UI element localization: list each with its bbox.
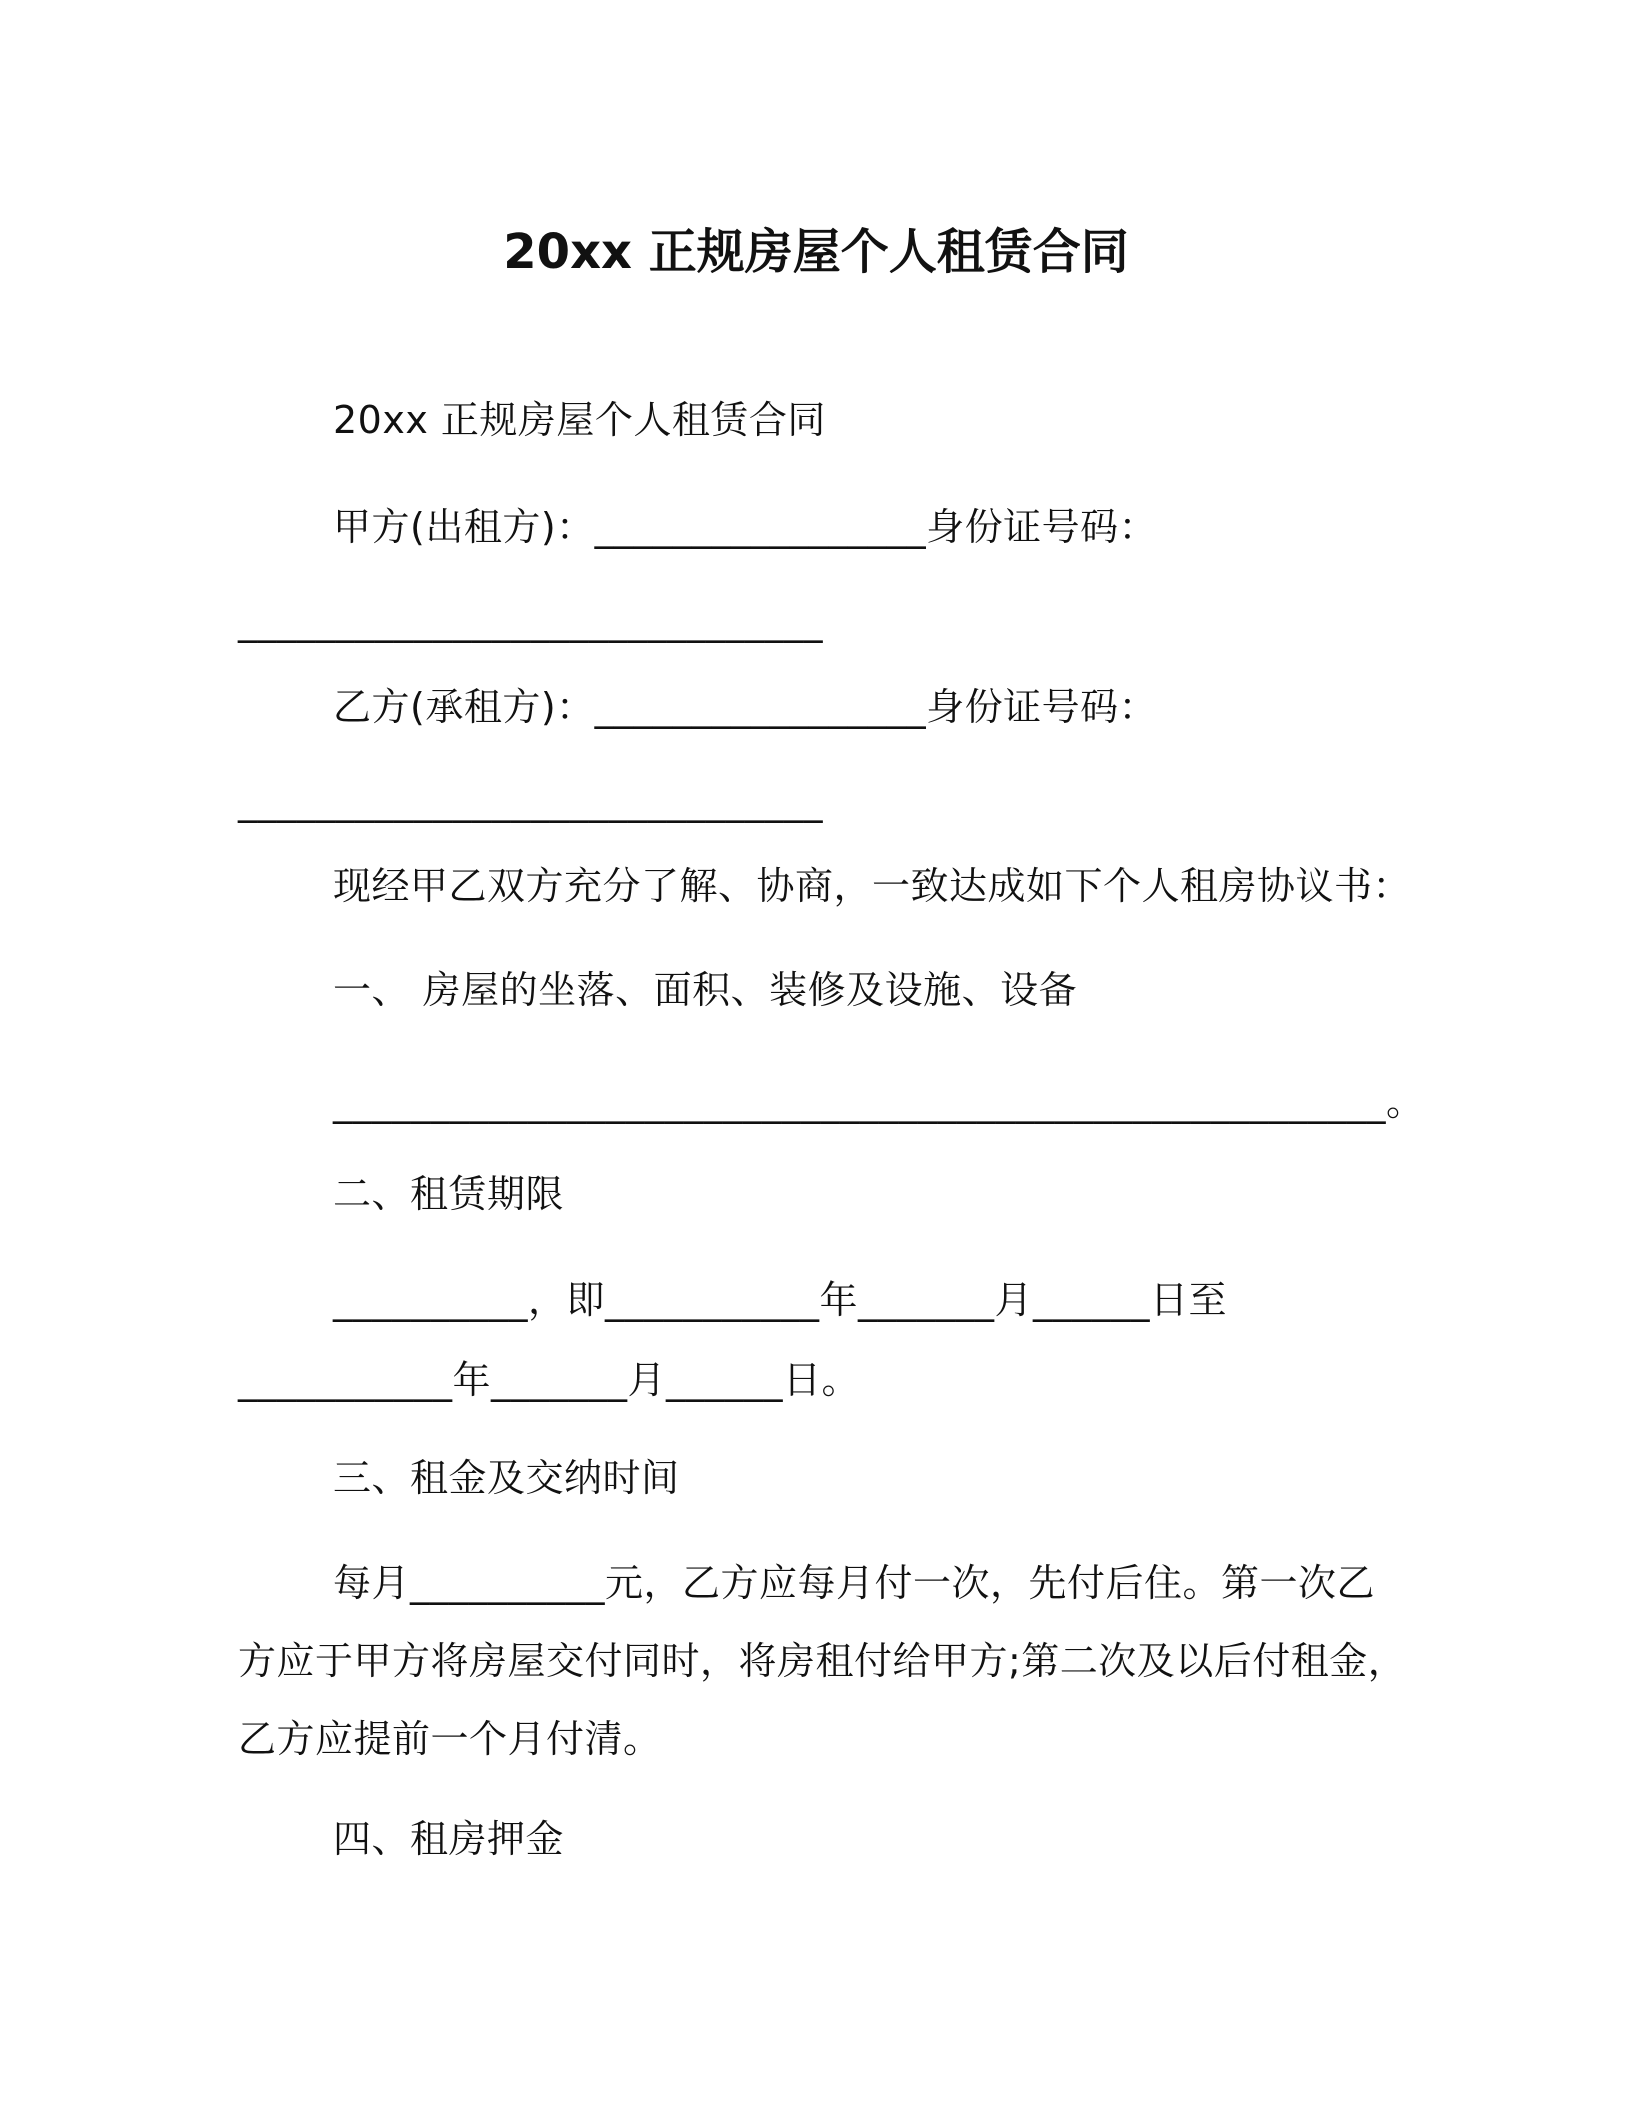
section-3-heading: 三、租金及交纳时间 — [333, 1456, 680, 1500]
party-b-id-blank: ______________________________ — [238, 779, 823, 823]
lease-period-line-2: ___________年_______月______日。 — [238, 1358, 861, 1402]
lease-period-line-1: __________，即___________年_______月______日至 — [333, 1278, 1228, 1322]
party-b-line: 乙方(承租方)：_________________身份证号码： — [333, 685, 1158, 729]
section-2-heading: 二、租赁期限 — [333, 1172, 565, 1216]
party-a-line: 甲方(出租方)：_________________身份证号码： — [333, 505, 1158, 549]
subtitle-line: 20xx 正规房屋个人租赁合同 — [333, 398, 826, 442]
agreement-intro: 现经甲乙双方充分了解、协商，一致达成如下个人租房协议书： — [333, 864, 1412, 908]
document-title: 20xx 正规房屋个人租赁合同 — [503, 224, 1129, 280]
rent-line-1: 每月__________元，乙方应每月付一次，先付后住。第一次乙 — [333, 1561, 1376, 1605]
section-1-heading: 一、 房屋的坐落、面积、装修及设施、设备 — [333, 968, 1078, 1012]
section-4-heading: 四、租房押金 — [333, 1817, 565, 1861]
rent-line-2: 方应于甲方将房屋交付同时，将房租付给甲方;第二次及以后付租金， — [238, 1639, 1407, 1683]
rent-line-3: 乙方应提前一个月付清。 — [238, 1717, 662, 1761]
section-1-blank: ______________________________________________________。 — [333, 1080, 1425, 1124]
party-a-id-blank: ______________________________ — [238, 599, 823, 643]
